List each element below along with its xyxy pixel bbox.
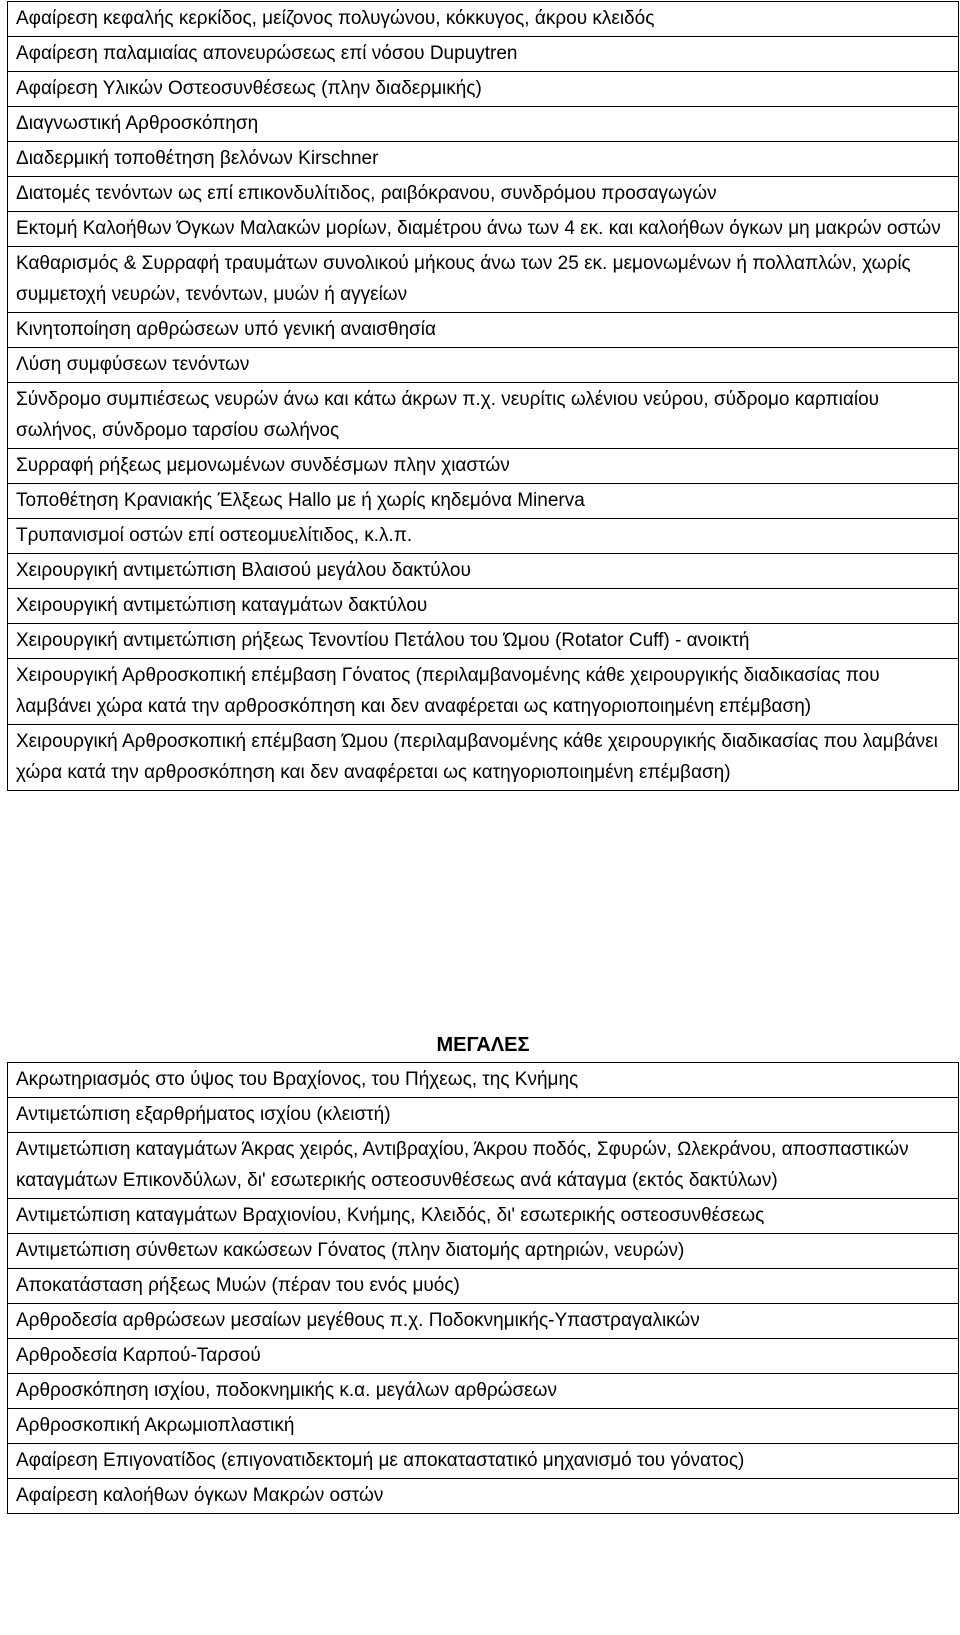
section-heading-large: ΜΕΓΑΛΕΣ (436, 1034, 530, 1056)
procedure-cell: Αντιμετώπιση σύνθετων κακώσεων Γόνατος (πλην διατομής αρτηριών, νευρών) (8, 1234, 959, 1269)
table-row (8, 554, 959, 589)
large-procedures-table (7, 1062, 959, 1514)
table-row (8, 142, 959, 177)
procedure-cell: Αφαίρεση Υλικών Οστεοσυνθέσεως (πλην διαδερμικής) (8, 72, 959, 107)
table-row (8, 177, 959, 212)
procedure-cell: Αφαίρεση καλοήθων όγκων Μακρών οστών (8, 1479, 959, 1514)
procedure-cell: Λύση συμφύσεων τενόντων (8, 348, 959, 383)
procedure-cell: Σύνδρομο συμπιέσεως νευρών άνω και κάτω άκρων π.χ. νευρίτις ωλένιου νεύρου, σύδρομο καρπιαίου σωλήνος, σύνδρομο ταρσίου σωλήνος (8, 383, 959, 449)
table-row (8, 1098, 959, 1133)
table-row (8, 1479, 959, 1514)
procedure-cell: Κινητοποίηση αρθρώσεων υπό γενική αναισθησία (8, 313, 959, 348)
procedure-cell: Αρθροδεσία αρθρώσεων μεσαίων μεγέθους π.χ. Ποδοκνημικής-Υπαστραγαλικών (8, 1304, 959, 1339)
procedure-cell: Αντιμετώπιση καταγμάτων Άκρας χειρός, Αντιβραχίου, Άκρου ποδός, Σφυρών, Ωλεκράνου, αποσπαστικών καταγμάτων Επικονδύλων, δι' εσωτερικής οστεοσυνθέσεως ανά κάταγμα (εκτός δακτύλων) (8, 1133, 959, 1199)
procedure-cell: Αφαίρεση κεφαλής κερκίδος, μείζονος πολυγώνου, κόκκυγος, άκρου κλειδός (8, 2, 959, 37)
table-row (8, 1269, 959, 1304)
procedure-cell: Καθαρισμός & Συρραφή τραυμάτων συνολικού μήκους άνω των 25 εκ. μεμονωμένων ή πολλαπλών, χωρίς συμμετοχή νευρών, τενόντων, μυών ή αγγείων (8, 247, 959, 313)
procedure-cell: Αφαίρεση παλαμιαίας απονευρώσεως επί νόσου Dupuytren (8, 37, 959, 72)
table-row (8, 1199, 959, 1234)
procedure-cell: Χειρουργική Αρθροσκοπική επέμβαση Ώμου (περιλαμβανομένης κάθε χειρουργικής διαδικασίας που λαμβάνει χώρα κατά την αρθροσκόπηση και δεν αναφέρεται ως κατηγοριοποιημένη επέμβαση) (8, 725, 959, 791)
table-row (8, 107, 959, 142)
table-row (8, 1444, 959, 1479)
procedure-cell: Ακρωτηριασμός στο ύψος του Βραχίονος, του Πήχεως, της Κνήμης (8, 1063, 959, 1098)
procedure-cell: Αρθροσκοπική Ακρωμιοπλαστική (8, 1409, 959, 1444)
procedure-cell: Διαγνωστική Αρθροσκόπηση (8, 107, 959, 142)
procedure-cell: Τρυπανισμοί οστών επί οστεομυελίτιδος, κ.λ.π. (8, 519, 959, 554)
procedure-cell: Χειρουργική αντιμετώπιση ρήξεως Τενοντίου Πετάλου του Ώμου (Rotator Cuff) - ανοικτή (8, 624, 959, 659)
small-procedures-table (7, 1, 959, 791)
procedure-cell: Διατομές τενόντων ως επί επικονδυλίτιδος, ραιβόκρανου, συνδρόμου προσαγωγών (8, 177, 959, 212)
table-row (8, 1063, 959, 1098)
table-row (8, 313, 959, 348)
procedure-cell: Αρθροδεσία Καρπού-Ταρσού (8, 1339, 959, 1374)
procedure-cell: Συρραφή ρήξεως μεμονωμένων συνδέσμων πλην χιαστών (8, 449, 959, 484)
table-row (8, 1339, 959, 1374)
table-row (8, 212, 959, 247)
table-row (8, 247, 959, 313)
table-row (8, 37, 959, 72)
table-row (8, 1304, 959, 1339)
procedure-cell: Τοποθέτηση Κρανιακής Έλξεως Hallo με ή χωρίς κηδεμόνα Minerva (8, 484, 959, 519)
table-row (8, 1409, 959, 1444)
table-row (8, 2, 959, 37)
table-row (8, 589, 959, 624)
procedure-cell: Αντιμετώπιση καταγμάτων Βραχιονίου, Κνήμης, Κλειδός, δι' εσωτερικής οστεοσυνθέσεως (8, 1199, 959, 1234)
table-row (8, 449, 959, 484)
table-row (8, 1133, 959, 1199)
table-row (8, 1374, 959, 1409)
table-row (8, 72, 959, 107)
procedure-cell: Χειρουργική Αρθροσκοπική επέμβαση Γόνατος (περιλαμβανομένης κάθε χειρουργικής διαδικασίας που λαμβάνει χώρα κατά την αρθροσκόπηση και δεν αναφέρεται ως κατηγοριοποιημένη επέμβαση) (8, 659, 959, 725)
table-row (8, 519, 959, 554)
procedure-cell: Αφαίρεση Επιγονατίδος (επιγονατιδεκτομή με αποκαταστατικό μηχανισμό του γόνατος) (8, 1444, 959, 1479)
procedure-cell: Αντιμετώπιση εξαρθρήματος ισχίου (κλειστή) (8, 1098, 959, 1133)
procedure-cell: Αρθροσκόπηση ισχίου, ποδοκνημικής κ.α. μεγάλων αρθρώσεων (8, 1374, 959, 1409)
table-row (8, 1234, 959, 1269)
procedure-cell: Χειρουργική αντιμετώπιση καταγμάτων δακτύλου (8, 589, 959, 624)
procedure-cell: Διαδερμική τοποθέτηση βελόνων Kirschner (8, 142, 959, 177)
procedure-cell: Χειρουργική αντιμετώπιση Βλαισού μεγάλου δακτύλου (8, 554, 959, 589)
table-row (8, 725, 959, 791)
procedure-cell: Αποκατάσταση ρήξεως Μυών (πέραν του ενός μυός) (8, 1269, 959, 1304)
table-row (8, 659, 959, 725)
table-row (8, 383, 959, 449)
table-row (8, 624, 959, 659)
table-row (8, 484, 959, 519)
procedure-cell: Εκτομή Καλοήθων Όγκων Μαλακών μορίων, διαμέτρου άνω των 4 εκ. και καλοήθων όγκων μη μακρών οστών (8, 212, 959, 247)
table-row (8, 348, 959, 383)
